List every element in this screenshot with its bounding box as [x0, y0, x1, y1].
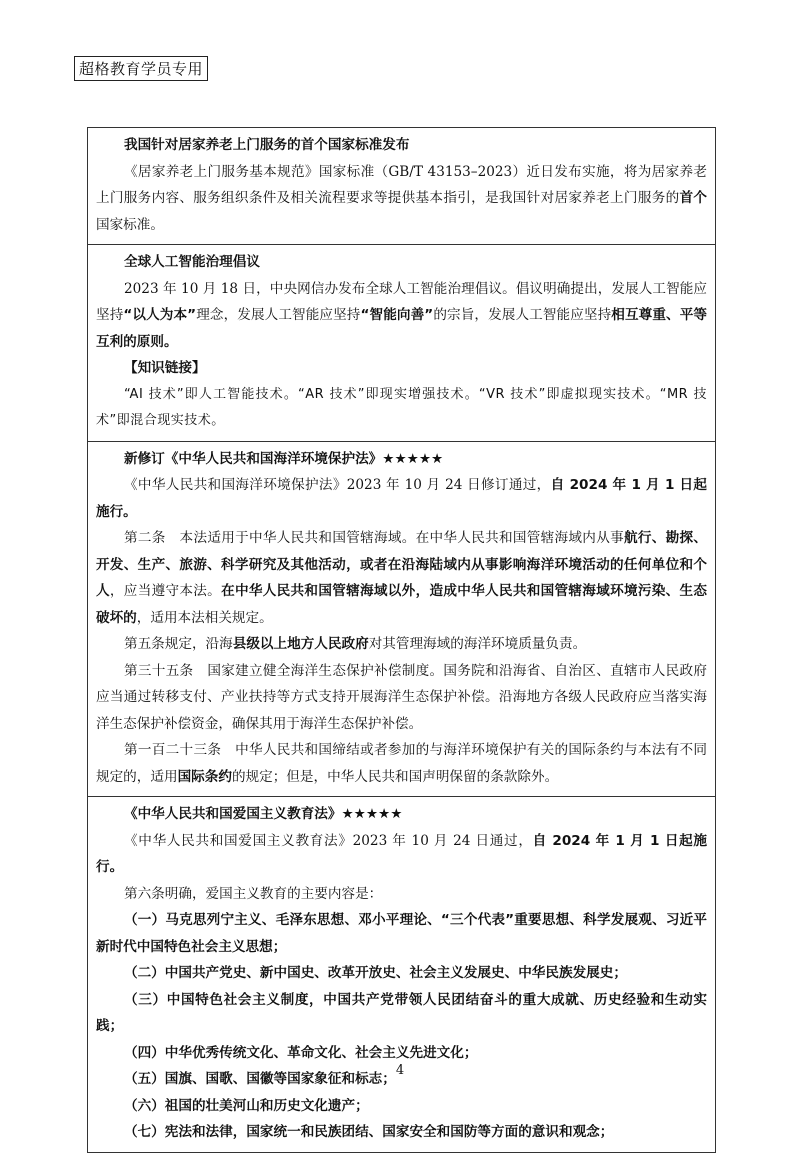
- section-paragraph: [96, 828, 707, 881]
- emphasis-text: “以人为本”: [123, 307, 197, 323]
- paragraph-text: 第一百二十三条 中华人民共和国缔结或者参加的与海洋环境保护有关的国际条约与本法有不同规定的，适用: [96, 742, 707, 785]
- list-item: （二）中国共产党史、新中国史、改革开放史、社会主义发展史、中华民族发展史；: [124, 965, 627, 981]
- emphasis-text: 首个: [679, 190, 708, 206]
- section-patriotic-education-law: [88, 797, 715, 1152]
- paragraph-text: 国家标准。: [96, 216, 164, 233]
- emphasis-text: 国际条约: [177, 768, 232, 785]
- paragraph-text: 第五条规定，沿海: [124, 636, 233, 652]
- section-title: 新修订《中华人民共和国海洋环境保护法》★★★★★: [124, 450, 444, 467]
- paragraph-text: 理念，发展人工智能应坚持: [196, 307, 361, 323]
- list-item: （三）中国特色社会主义制度，中国共产党带领人民团结奋斗的重大成就、历史经验和生动实践；: [96, 991, 707, 1034]
- exclusive-use-tag: 超格教育学员专用: [74, 56, 208, 81]
- section-ai-governance: [88, 245, 715, 442]
- paragraph-text: 《中华人民共和国海洋环境保护法》2023 年 10 月 24 日修订通过，: [124, 477, 551, 493]
- paragraph-text: 《中华人民共和国爱国主义教育法》2023 年 10 月 24 日通过，: [124, 832, 533, 849]
- list-item: （六）祖国的壮美河山和历史文化遗产；: [124, 1097, 369, 1114]
- emphasis-text: 县级以上地方人民政府: [232, 636, 369, 652]
- emphasis-text: “智能向善”: [360, 307, 434, 323]
- section-paragraph: 第六条明确，爱国主义教育的主要内容是：: [124, 885, 383, 902]
- section-paragraph: [96, 737, 707, 790]
- section-title: 《中华人民共和国爱国主义教育法》★★★★★: [124, 806, 403, 822]
- list-item: （一）马克思列宁主义、毛泽东思想、邓小平理论、“三个代表”重要思想、科学发展观、习近平新时代中国特色社会主义思想；: [96, 912, 707, 955]
- section-marine-environment-law: [88, 442, 715, 798]
- list-item: （四）中华优秀传统文化、革命文化、社会主义先进文化；: [124, 1044, 478, 1061]
- list-item: （五）国旗、国歌、国徽等国家象征和标志；: [124, 1071, 396, 1087]
- section-paragraph: [96, 276, 707, 356]
- paragraph-text: 对其管理海域的海洋环境质量负责。: [368, 636, 587, 652]
- paragraph-text: ，应当遵守本法。: [109, 583, 222, 599]
- paragraph-text: 2023 年 10 月 18 日，中央网信办发布全球人工智能治理倡议。倡议明确提出，发展人工智能应坚持: [96, 280, 707, 323]
- paragraph-text: ，适用本法相关规定。: [136, 609, 273, 626]
- emphasis-text: 自 2024 年 1 月 1 日起施行。: [96, 832, 707, 875]
- paragraph-text: 第二条 本法适用于中华人民共和国管辖海域。在中华人民共和国管辖海域内从事: [124, 530, 624, 546]
- section-elderly-care-standard: [88, 128, 715, 245]
- section-title: 全球人工智能治理倡议: [124, 254, 260, 270]
- knowledge-link-title: 【知识链接】: [124, 360, 206, 376]
- page-number: 4: [395, 1063, 405, 1078]
- emphasis-text: 自 2024 年 1 月 1 日起施行。: [96, 477, 707, 520]
- list-item: （七）宪法和法律，国家统一和民族团结、国家安全和国防等方面的意识和观念；: [124, 1124, 614, 1140]
- emphasis-text: 相互尊重、平等互利的原则。: [96, 307, 708, 350]
- news-table: [87, 127, 716, 1153]
- section-paragraph: [96, 631, 707, 658]
- paragraph-text: 的规定；但是，中华人民共和国声明保留的条款除外。: [231, 768, 559, 785]
- section-title: 我国针对居家养老上门服务的首个国家标准发布: [124, 137, 410, 153]
- section-paragraph: [96, 159, 707, 239]
- paragraph-text: 的宗旨，发展人工智能应坚持: [433, 307, 612, 323]
- knowledge-link-text: “AI 技术”即人工智能技术。“AR 技术”即现实增强技术。“VR 技术”即虚拟现实技术。“MR 技术”即混合现实技术。: [96, 386, 707, 428]
- emphasis-text: 在中华人民共和国管辖海域以外，造成中华人民共和国管辖海域环境污染、生态破坏的: [96, 583, 708, 626]
- section-paragraph: [96, 525, 707, 631]
- section-paragraph: [96, 472, 707, 525]
- paragraph-text: 《居家养老上门服务基本规范》国家标准（GB/T 43153–2023）近日发布实施，将为居家养老上门服务内容、服务组织条件及相关流程要求等提供基本指引，是我国针对居家养老上门服务的: [96, 163, 707, 206]
- section-paragraph: 第三十五条 国家建立健全海洋生态保护补偿制度。国务院和沿海省、自治区、直辖市人民政府应当通过转移支付、产业扶持等方式支持开展海洋生态保护补偿。沿海地方各级人民政府应当落实海洋生态保护补偿资金，确保其用于海洋生态保护补偿。: [96, 662, 707, 732]
- emphasis-text: 航行、勘探、开发、生产、旅游、科学研究及其他活动，或者在沿海陆域内从事影响海洋环境活动的任何单位和个人: [96, 530, 708, 599]
